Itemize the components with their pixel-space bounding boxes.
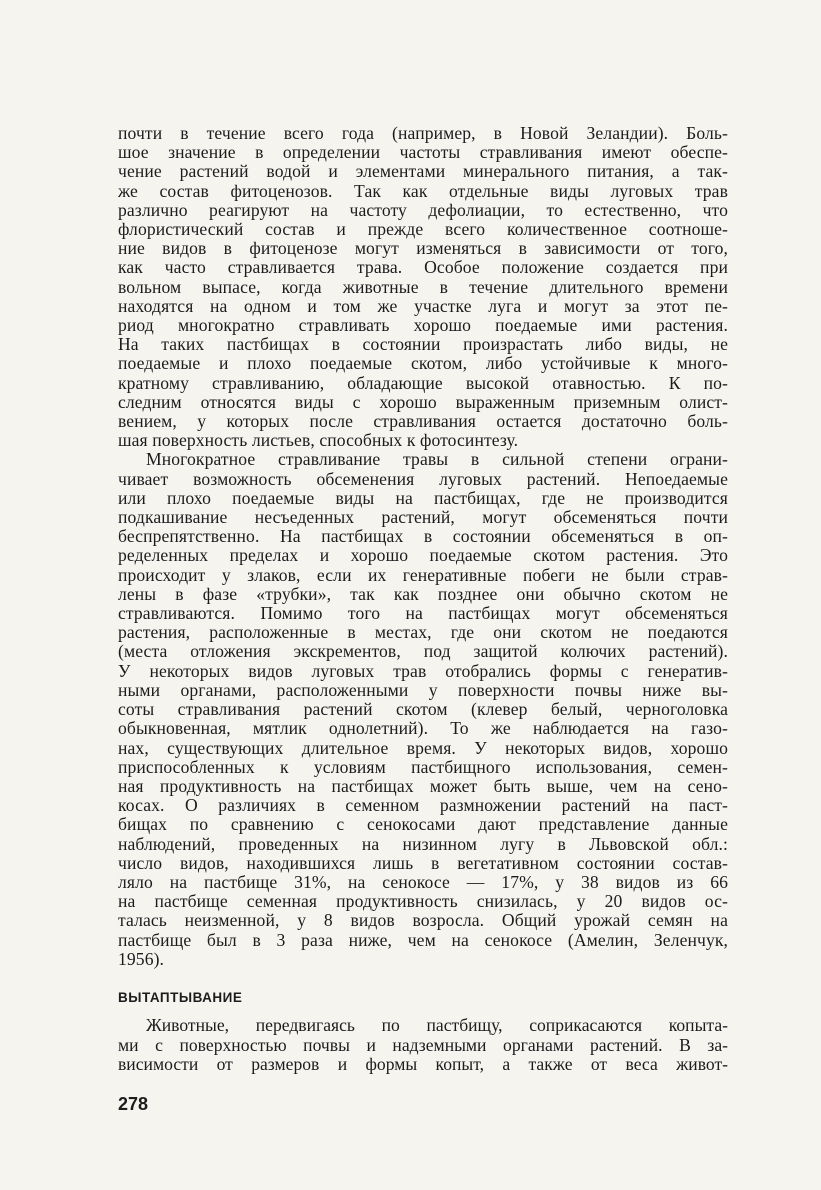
text-line: на пастбище семенная продуктивность снизилась, у 20 видов ос- [118, 891, 728, 912]
section-heading: ВЫТАПТЫВАНИЕ [118, 990, 243, 1005]
text-line: следним относятся виды с хорошо выраженным приземным олист- [118, 391, 728, 412]
text-line: лены в фазе «трубки», так как позднее они обычно скотом не [118, 583, 728, 604]
paragraph-2 [118, 450, 728, 968]
text-line: висимости от размеров и формы копыт, а также от веса живот- [118, 1054, 728, 1074]
text-line: приспособленных к условиям пастбищного использования, семен- [118, 756, 728, 777]
text-line: 1956). [118, 948, 165, 969]
text-line: вольном выпасе, когда животные в течение длительного времени [118, 276, 728, 297]
text-line: шое значение в определении частоты стравливания имеют обеспе- [118, 142, 728, 163]
text-line: как часто стравливается трава. Особое положение создается при [118, 257, 728, 278]
text-line: У некоторых видов луговых трав отобрались формы с генератив- [118, 660, 728, 681]
text-line: различно реагируют на частоту дефолиации, то естественно, что [118, 199, 728, 220]
text-line: ми с поверхностью почвы и надземными органами растений. В за- [118, 1034, 728, 1055]
text-line: ние видов в фитоценозе могут изменяться в зависимости от того, [118, 238, 728, 259]
text-line: вением, у которых после стравливания остается достаточно боль- [118, 411, 728, 432]
text-line: поедаемые и плохо поедаемые скотом, либо устойчивые к много- [118, 353, 728, 374]
text-line: или плохо поедаемые виды на пастбищах, где не производится [118, 487, 728, 508]
text-line: Многократное стравливание травы в сильной степени ограни- [146, 449, 728, 470]
text-line: наблюдений, проведенных на низинном лугу в Львовской обл.: [118, 833, 728, 854]
text-line: почти в течение всего года (например, в Новой Зеландии). Боль- [118, 123, 728, 143]
text-line: шая поверхность листьев, способных к фотосинтезу. [118, 430, 519, 451]
text-line: число видов, находившихся лишь в вегетативном состоянии состав- [118, 852, 728, 873]
text-line: пастбище был в 3 раза ниже, чем на сенокосе (Амелин, Зеленчук, [118, 929, 728, 950]
text-line: происходит у злаков, если их генеративные побеги не были страв- [118, 564, 728, 585]
text-line: риод многократно стравливать хорошо поедаемые ими растения. [118, 315, 728, 336]
text-line: чивает возможность обсеменения луговых растений. Непоедаемые [118, 468, 728, 489]
text-line: беспрепятственно. На пастбищах в состоянии обсеменяться в оп- [118, 526, 728, 547]
text-line: же состав фитоценозов. Так как отдельные виды луговых трав [118, 180, 728, 201]
text-line: ными органами, расположенными у поверхности почвы ниже вы- [118, 679, 728, 700]
paragraph-3 [118, 1016, 728, 1075]
text-line: На таких пастбищах в состоянии произрастать либо виды, не [118, 334, 728, 355]
text-line: стравливаются. Помимо того на пастбищах могут обсеменяться [118, 603, 728, 624]
paragraph-1 [118, 124, 728, 450]
main-text [118, 124, 728, 969]
text-line: обыкновенная, мятлик однолетний). То же наблюдается на газо- [118, 718, 728, 739]
text-line: ная продуктивность на пастбищах может быть выше, чем на сено- [118, 775, 728, 796]
text-line: подкашивание несъеденных растений, могут обсеменяться почти [118, 507, 728, 528]
text-line: растения, расположенные в местах, где они скотом не поедаются [118, 622, 728, 643]
text-line: чение растений водой и элементами минерального питания, а так- [118, 161, 728, 182]
text-line: талась неизменной, у 8 видов возросла. Общий урожай семян на [118, 910, 728, 931]
text-line: ляло на пастбище 31%, на сенокосе — 17%, у 38 видов из 66 [118, 871, 728, 892]
text-line: Животные, передвигаясь по пастбищу, соприкасаются копыта- [146, 1015, 728, 1035]
text-line: бищах по сравнению с сенокосами дают представление данные [118, 814, 728, 835]
text-line: косах. О различиях в семенном размножении растений на паст- [118, 795, 728, 816]
text-line: флористический состав и прежде всего количественное соотноше- [118, 219, 728, 240]
text-line: ределенных пределах и хорошо поедаемые скотом растения. Это [118, 545, 728, 566]
text-line: нах, существующих длительное время. У некоторых видов, хорошо [118, 737, 728, 758]
text-line: кратному стравливанию, обладающие высокой отавностью. К по- [118, 372, 728, 393]
text-line: соты стравливания растений скотом (клевер белый, черноголовка [118, 699, 728, 720]
text-line: (места отложения экскрементов, под защитой колючих растений). [118, 641, 728, 662]
text-line: находятся на одном и том же участке луга и могут за этот пе- [118, 295, 728, 316]
page-number: 278 [118, 1094, 149, 1114]
